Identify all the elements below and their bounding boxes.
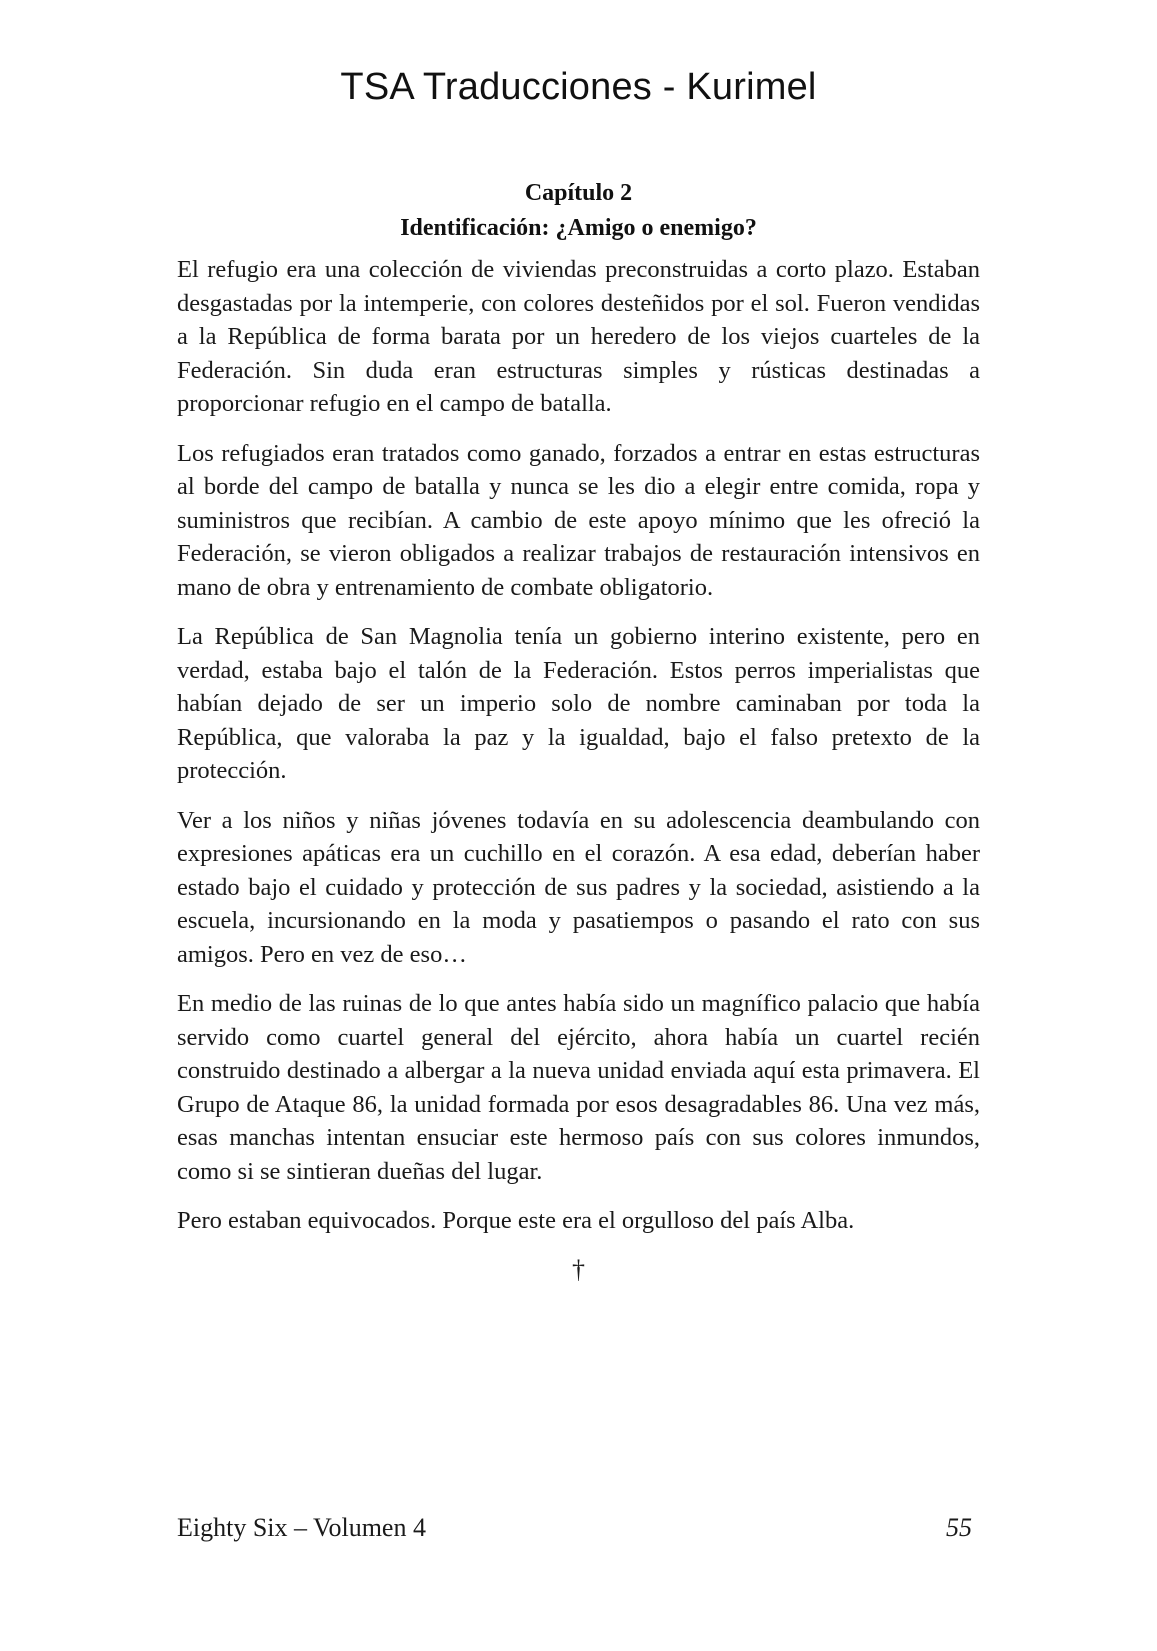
chapter-number: Capítulo 2 — [524, 180, 633, 206]
footer-book-title: Eighty Six – Volumen 4 — [177, 1513, 426, 1542]
page-number: 55 — [946, 1513, 972, 1542]
paragraph-6: Pero estaban equivocados. Porque este era el orgulloso del país Alba. — [177, 1207, 855, 1234]
paragraph-5: En medio de las ruinas de lo que antes había sido un magnífico palacio que había servido como cuartel general del ejército, ahora había un cuartel recién construido destinado a albergar a la nueva unidad enviada aquí esta primavera. El Grupo de Ataque 86, la unidad formada por esos desagradables 86. Una vez más, esas manchas intentan ensuciar este hermoso país con sus colores inmundos, como si se sintieran dueñas del lugar. — [177, 990, 980, 1185]
scene-break-dagger: † — [572, 1254, 585, 1284]
paragraph-3: La República de San Magnolia tenía un gobierno interino existente, pero en verdad, estaba bajo el talón de la Federación. Estos perros imperialistas que habían dejado de ser un imperio solo de nombre caminaban por toda la República, que valoraba la paz y la igualdad, bajo el falso pretexto de la protección. — [177, 623, 980, 784]
page-body — [177, 176, 980, 1286]
page-header: TSA Traducciones - Kurimel — [340, 66, 817, 108]
paragraph-2: Los refugiados eran tratados como ganado, forzados a entrar en estas estructuras al borde del campo de batalla y nunca se les dio a elegir entre comida, ropa y suministros que recibían. A cambio de este apoyo mínimo que les ofreció la Federación, se vieron obligados a realizar trabajos de restauración intensivos en mano de obra y entrenamiento de combate obligatorio. — [177, 439, 980, 601]
paragraph-4: Ver a los niños y niñas jóvenes todavía en su adolescencia deambulando con expresiones apáticas era un cuchillo en el corazón. A esa edad, deberían haber estado bajo el cuidado y protección de sus padres y la sociedad, asistiendo a la escuela, incursionando en la moda y pasatiempos o pasando el rato con sus amigos. Pero en vez de eso… — [177, 806, 980, 968]
chapter-title: Identificación: ¿Amigo o enemigo? — [400, 215, 757, 241]
paragraph-1: El refugio era una colección de viviendas preconstruidas a corto plazo. Estaban desgastadas por la intemperie, con colores desteñidos por el sol. Fueron vendidas a la República de forma barata por un heredero de los viejos cuarteles de la Federación. Sin duda eran estructuras simples y rústicas destinadas a proporcionar refugio en el campo de batalla. — [177, 256, 980, 417]
